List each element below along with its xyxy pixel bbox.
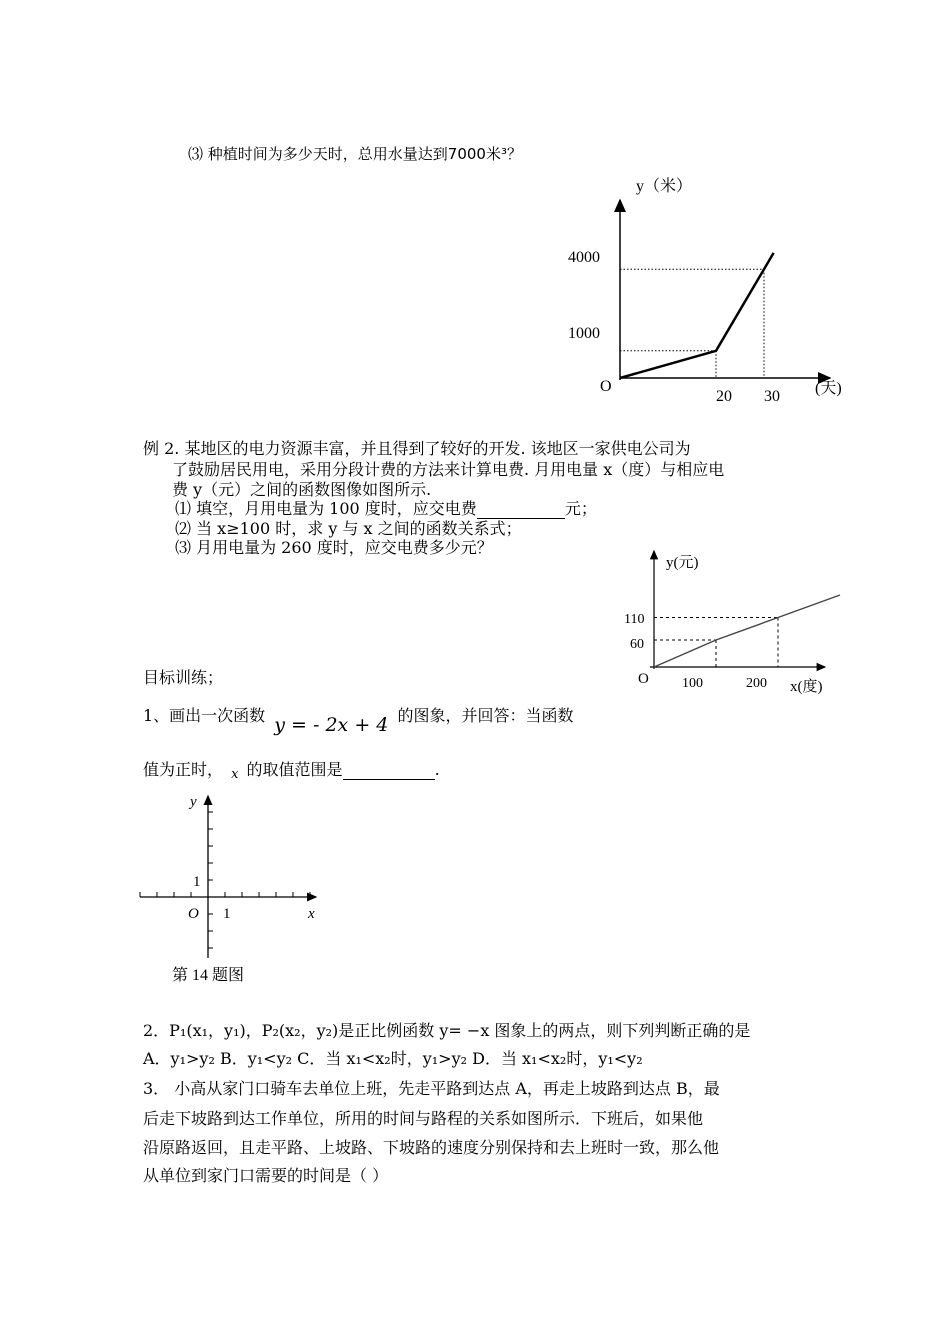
chart3-origin: O: [188, 906, 199, 922]
t1-text-post: 的图象，并回答：当函数: [397, 706, 574, 725]
t1-text-pre: 1、画出一次函数: [143, 706, 266, 725]
t1-formula: y = - 2x + 4: [274, 714, 389, 736]
t1-line2-end: .: [434, 760, 440, 779]
t3-line2: 后走下坡路到达工作单位，所用的时间与路程的关系如图所示．下班后，如果他: [143, 1109, 704, 1128]
t3-line1: 3． 小高从家门口骑车去单位上班，先走平路到达点 A，再走上坡路到达点 B，最: [143, 1079, 720, 1098]
chart3-ticks: [140, 812, 310, 948]
chart2-xtick-100: 100: [682, 676, 703, 691]
example2-line3: 费 y（元）之间的函数图像如图所示.: [172, 480, 432, 499]
chart1-water-usage: [560, 170, 870, 410]
chart3-one-y: 1: [193, 874, 201, 890]
chart3-x-label: x: [308, 906, 315, 922]
chart1-xtick-30: 30: [764, 388, 780, 405]
chart1-x-label: (天): [815, 380, 842, 397]
chart1-xtick-20: 20: [716, 388, 732, 405]
chart2-series-line: [654, 595, 840, 667]
chart1-y-label: y（米）: [636, 178, 693, 195]
example2-line2: 了鼓励居民用电，采用分段计费的方法来计算电费. 月用电量 x（度）与相应电: [172, 460, 725, 479]
t1-line2: [143, 757, 440, 780]
t2-line1: 2．P₁(x₁，y₁)，P₂(x₂，y₂)是正比例函数 y= −x 图象上的两点，则下列判断正确的是: [143, 1021, 751, 1040]
example2-q1-text: ⑴ 填空，月用电量为 100 度时，应交电费: [175, 499, 477, 518]
t3-line3: 沿原路返回，且走平路、上坡路、下坡路的速度分别保持和去上班时一致，那么他: [143, 1138, 720, 1157]
example2-q3: ⑶ 月用电量为 260 度时，应交电费多少元？: [175, 538, 493, 557]
chart1-series-line: [620, 253, 774, 378]
chart3-one-x: 1: [223, 906, 231, 922]
chart2-ytick-60: 60: [630, 637, 644, 652]
t1-answer-blank[interactable]: [343, 760, 435, 780]
chart2-electricity-fee: [610, 545, 850, 700]
chart3-coordinate-grid: [138, 788, 328, 988]
chart2-ytick-110: 110: [624, 612, 645, 627]
example2-title: 例 2. 某地区的电力资源丰富，并且得到了较好的开发. 该地区一家供电公司为: [143, 439, 691, 458]
example2-q2: ⑵ 当 x≥100 时，求 y 与 x 之间的函数关系式；: [175, 519, 522, 538]
training-title: 目标训练；: [143, 668, 224, 687]
t3-line4: 从单位到家门口需要的时间是（ ）: [143, 1166, 389, 1185]
q3-question: ⑶ 种植时间为多少天时，总用水量达到7000米³？: [188, 145, 522, 163]
chart1-guides: [620, 269, 764, 378]
t1-line1: [143, 703, 574, 736]
t2-options: A．y₁>y₂ B．y₁<y₂ C．当 x₁<x₂时，y₁>y₂ D．当 x₁<x₂时，y₁<y₂: [143, 1049, 643, 1068]
chart1-ytick-4000: 4000: [568, 249, 600, 266]
chart1-ytick-1000: 1000: [568, 325, 600, 342]
t1-var-x: x: [231, 767, 239, 782]
t1-line2-pre: 值为正时，: [143, 760, 224, 779]
t1-line2-post: 的取值范围是: [246, 760, 343, 779]
chart2-x-label: x(度): [790, 679, 823, 695]
example2-q1-unit: 元；: [564, 499, 597, 518]
chart2-xtick-200: 200: [746, 676, 767, 691]
chart3-y-label: y: [190, 794, 197, 810]
chart2-y-label: y(元): [666, 555, 699, 571]
chart2-origin: O: [638, 671, 649, 687]
chart1-origin: O: [600, 378, 612, 395]
chart3-caption: 第 14 题图: [172, 967, 245, 984]
